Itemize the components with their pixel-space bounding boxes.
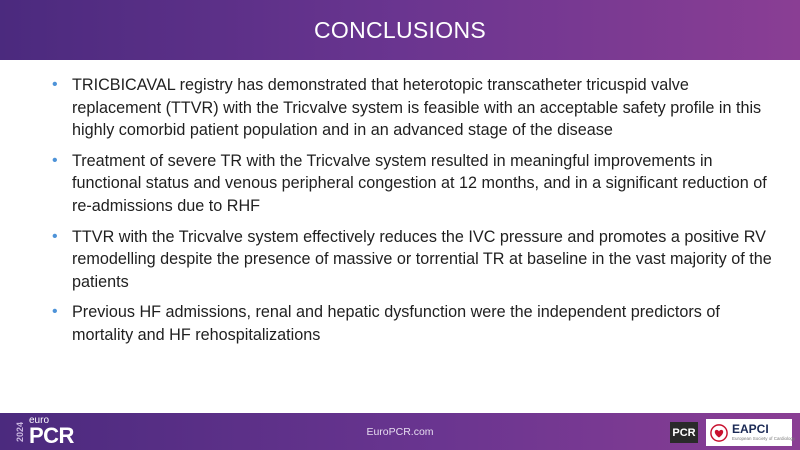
slide-content — [52, 74, 772, 355]
europcr-logo-pcr: PCR — [29, 423, 74, 448]
conclusions-list — [52, 74, 772, 347]
europcr-logo-euro: euro — [29, 415, 50, 426]
list-item — [52, 74, 772, 142]
eapci-text — [732, 423, 795, 442]
bullet-dot-icon: • — [52, 151, 58, 169]
bullet-text: Previous HF admissions, renal and hepatic dysfunction were the independent predictors of mortality and HF rehospitalizations — [72, 303, 720, 344]
slide-footer — [0, 413, 800, 450]
list-item — [52, 150, 772, 218]
bullet-dot-icon: • — [52, 76, 58, 93]
list-item — [52, 226, 772, 294]
eapci-logo — [706, 419, 796, 446]
bullet-text: TRICBICAVAL registry has demonstrated that heterotopic transcatheter tricuspid valve replacement (TTVR) with the Tricvalve system is feasible with an acceptable safety profile in this highly comorbid patient population and in an advanced stage of the disease — [72, 76, 762, 140]
slide-title: CONCLUSIONS — [314, 16, 486, 43]
eapci-subtitle: European Society of Cardiology — [732, 436, 796, 442]
list-item — [52, 301, 772, 346]
slide-header — [0, 0, 800, 60]
footer-url-link[interactable]: EuroPCR.com — [366, 425, 434, 438]
heart-icon — [710, 424, 728, 442]
pcr-badge-logo: PCR — [670, 422, 698, 443]
bullet-dot-icon: • — [52, 227, 58, 245]
bullet-text: Treatment of severe TR with the Tricvalve system resulted in meaningful improvements in functional status and venous peripheral congestion at 12 months, and in a significant reduction of re-admissions due to RHF — [72, 151, 767, 215]
eapci-name: EAPCI — [732, 422, 769, 437]
bullet-text: TTVR with the Tricvalve system effectively reduces the IVC pressure and promotes a positive RV remodelling despite the presence of massive or torrential TR at baseline in the vast majority of the patients — [72, 227, 772, 291]
bullet-dot-icon: • — [52, 303, 58, 321]
year-label: 2024 — [15, 421, 25, 443]
